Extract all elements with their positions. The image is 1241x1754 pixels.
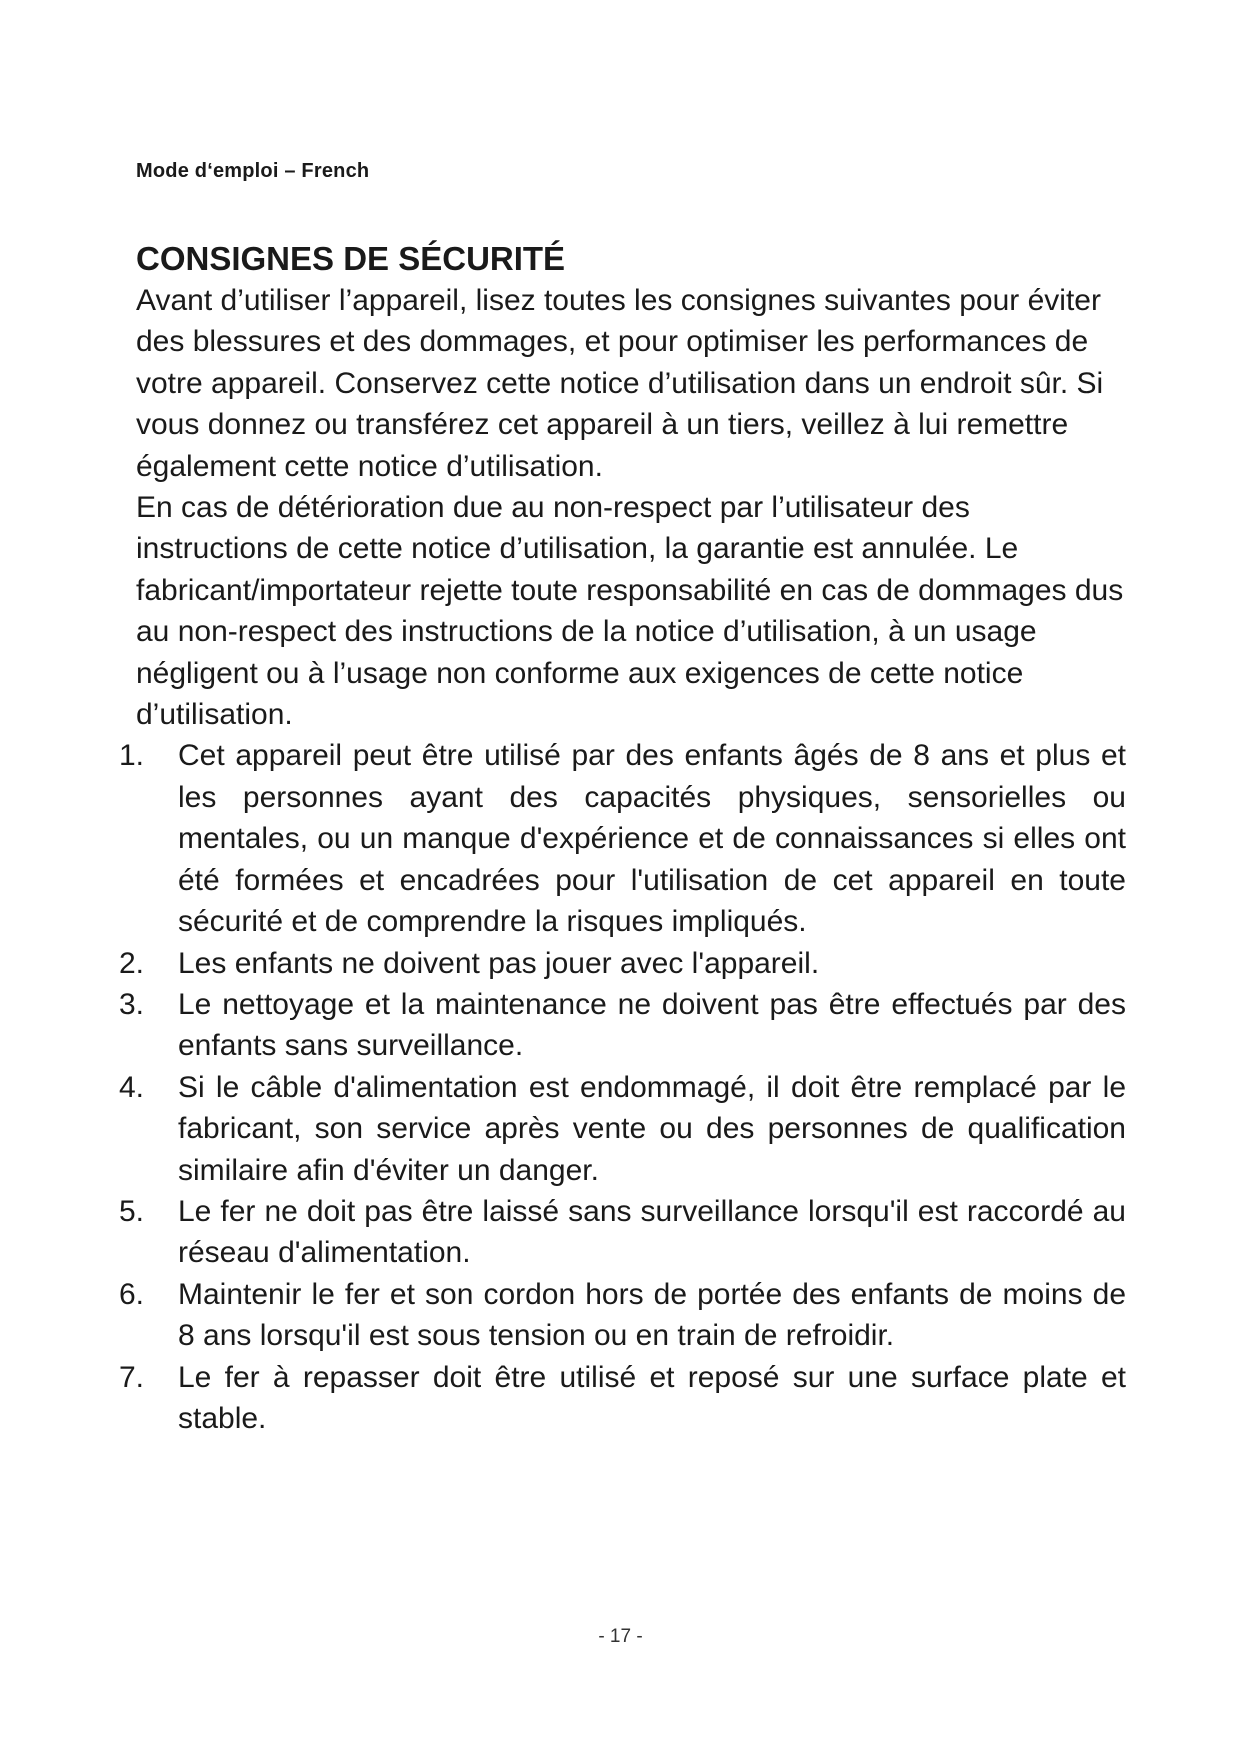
item-number: 6.: [119, 1277, 145, 1311]
item-text: Maintenir le fer et son cordon hors de portée des enfants de moins de 8 ans lorsqu'il est sous tension ou en train de refroidir.: [178, 1277, 1126, 1353]
item-text: Le nettoyage et la maintenance ne doivent pas être effectués par des enfants sans surveillance.: [178, 987, 1126, 1063]
item-number: 2.: [119, 946, 145, 980]
page-number: - 17 -: [598, 1626, 643, 1647]
list-item: [119, 735, 1126, 942]
warranty-paragraph: En cas de détérioration due au non-respect par l’utilisateur des instructions de cette notice d’utilisation, la garantie est annulée. Le fabricant/importateur rejette toute responsabilité en cas de dommages dus au non-respect des instructions de la notice d’utilisation, à un usage négligent ou à l’usage non conforme aux exigences de cette notice d’utilisation.: [136, 491, 1124, 732]
section-title: CONSIGNES DE SÉCURITÉ: [136, 240, 566, 277]
list-item: [119, 984, 1126, 1067]
list-item: [119, 1191, 1126, 1274]
item-number: 3.: [119, 987, 145, 1021]
item-number: 4.: [119, 1070, 145, 1104]
list-item: [119, 943, 1126, 984]
list-item: [119, 1274, 1126, 1357]
safety-list: [119, 735, 1126, 1439]
item-text: Les enfants ne doivent pas jouer avec l'appareil.: [178, 946, 820, 980]
intro-paragraph: Avant d’utiliser l’appareil, lisez toutes les consignes suivantes pour éviter des blessures et des dommages, et pour optimiser les performances de votre appareil. Conservez cette notice d’utilisation dans un endroit sûr. Si vous donnez ou transférez cet appareil à un tiers, veillez à lui remettre également cette notice d’utilisation.: [136, 284, 1104, 483]
item-text: Cet appareil peut être utilisé par des enfants âgés de 8 ans et plus et les personnes ayant des capacités physiques, sensorielles ou mentales, ou un manque d'expérience et de connaissances si elles ont été formées et encadrées pour l'utilisation de cet appareil en toute sécurité et de comprendre la risques impliqués.: [178, 739, 1126, 939]
list-item: [119, 1357, 1126, 1440]
item-number: 5.: [119, 1194, 145, 1228]
content: [119, 238, 1126, 1439]
item-text: Si le câble d'alimentation est endommagé, il doit être remplacé par le fabricant, son service après vente ou des personnes de qualification similaire afin d'éviter un danger.: [178, 1070, 1126, 1187]
list-item: [119, 1067, 1126, 1191]
item-number: 7.: [119, 1360, 145, 1394]
item-number: 1.: [119, 739, 145, 773]
header-label: Mode d‘emploi – French: [136, 160, 370, 182]
item-text: Le fer ne doit pas être laissé sans surveillance lorsqu'il est raccordé au réseau d'alimentation.: [178, 1194, 1126, 1270]
item-text: Le fer à repasser doit être utilisé et reposé sur une surface plate et stable.: [178, 1360, 1126, 1435]
